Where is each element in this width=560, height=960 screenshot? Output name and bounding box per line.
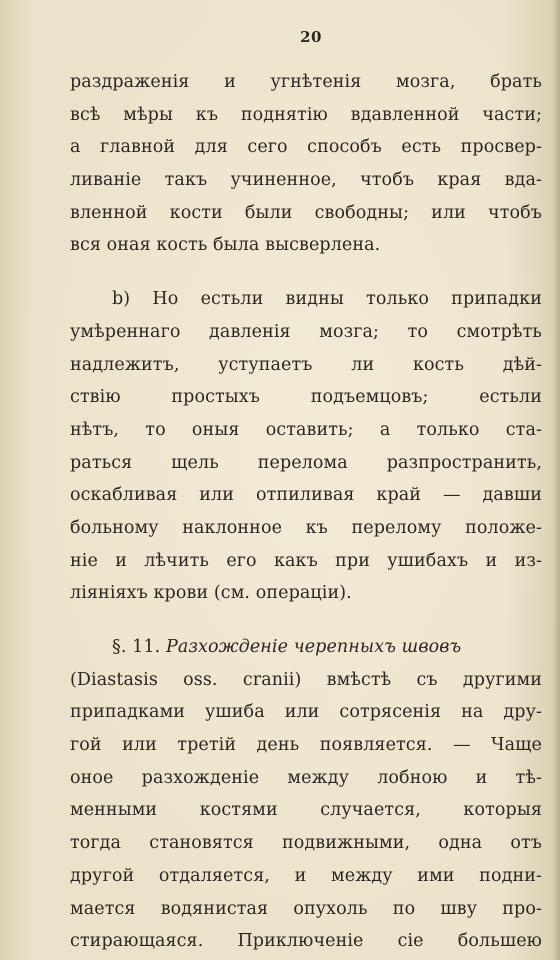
paragraph-2	[70, 283, 542, 610]
text-line: (Diastasis oss. cranii) вмѣстѣ съ другими	[70, 669, 542, 690]
text-line: больному наклонное къ перелому положе-	[70, 517, 542, 538]
section-title: Разхожденіе черепныхъ швовъ	[165, 637, 462, 657]
text-line: менными костями случается, которыя	[70, 800, 542, 821]
text-line: всѣ мѣры къ поднятію вдавленной части;	[70, 104, 542, 125]
text-line: нѣтъ, то оныя оставить; а только ста-	[70, 419, 542, 440]
text-line: вленной кости были свободны; или чтобъ	[70, 202, 542, 223]
text-line: b) Но естьли видны только припадки	[112, 289, 542, 310]
text-line: оное разхожденіе между лобною и тѣ-	[70, 767, 542, 788]
text-line: а главной для сего способъ есть просвер-	[70, 137, 542, 158]
page-edge-shadow	[552, 0, 560, 960]
text-line: ствію простыхъ подъемцовъ; естьли	[70, 387, 542, 408]
paragraph-3	[70, 631, 542, 958]
text-line: ліяніяхъ крови (см. операціи).	[70, 583, 352, 604]
page-number: 20	[300, 28, 322, 46]
text-line: вся оная кость была высверлена.	[70, 235, 381, 256]
text-line: мается водянистая опухоль по шву про-	[70, 898, 542, 919]
paragraph-1	[70, 66, 542, 262]
text-line: стирающаяся. Приключеніе сіе большею	[70, 931, 542, 952]
text-line: умѣреннаго давленія мозга; то смотрѣть	[70, 321, 542, 342]
section-heading-line	[70, 631, 542, 664]
text-line: оскабливая или отпиливая край — давши	[70, 485, 542, 506]
text-line: раздраженія и угнѣтенія мозга, брать	[70, 72, 542, 92]
section-mark: §. 11.	[112, 637, 161, 657]
text-line: ливаніе такъ учиненное, чтобъ края вда-	[70, 170, 542, 191]
text-line: тогда становятся подвижными, одна отъ	[70, 833, 542, 854]
text-line: гой или третій день появляется. — Чаще	[70, 735, 542, 756]
text-line: припадками ушиба или сотрясенія на дру-	[70, 702, 542, 723]
text-line: ніе и лѣчить его какъ при ушибахъ и из-	[70, 550, 542, 571]
text-line: другой отдаляется, и между ими подни-	[70, 865, 542, 886]
text-line: надлежитъ, уступаетъ ли кость дѣй-	[70, 354, 542, 375]
text-line: раться щель перелома разпространить,	[70, 452, 542, 473]
